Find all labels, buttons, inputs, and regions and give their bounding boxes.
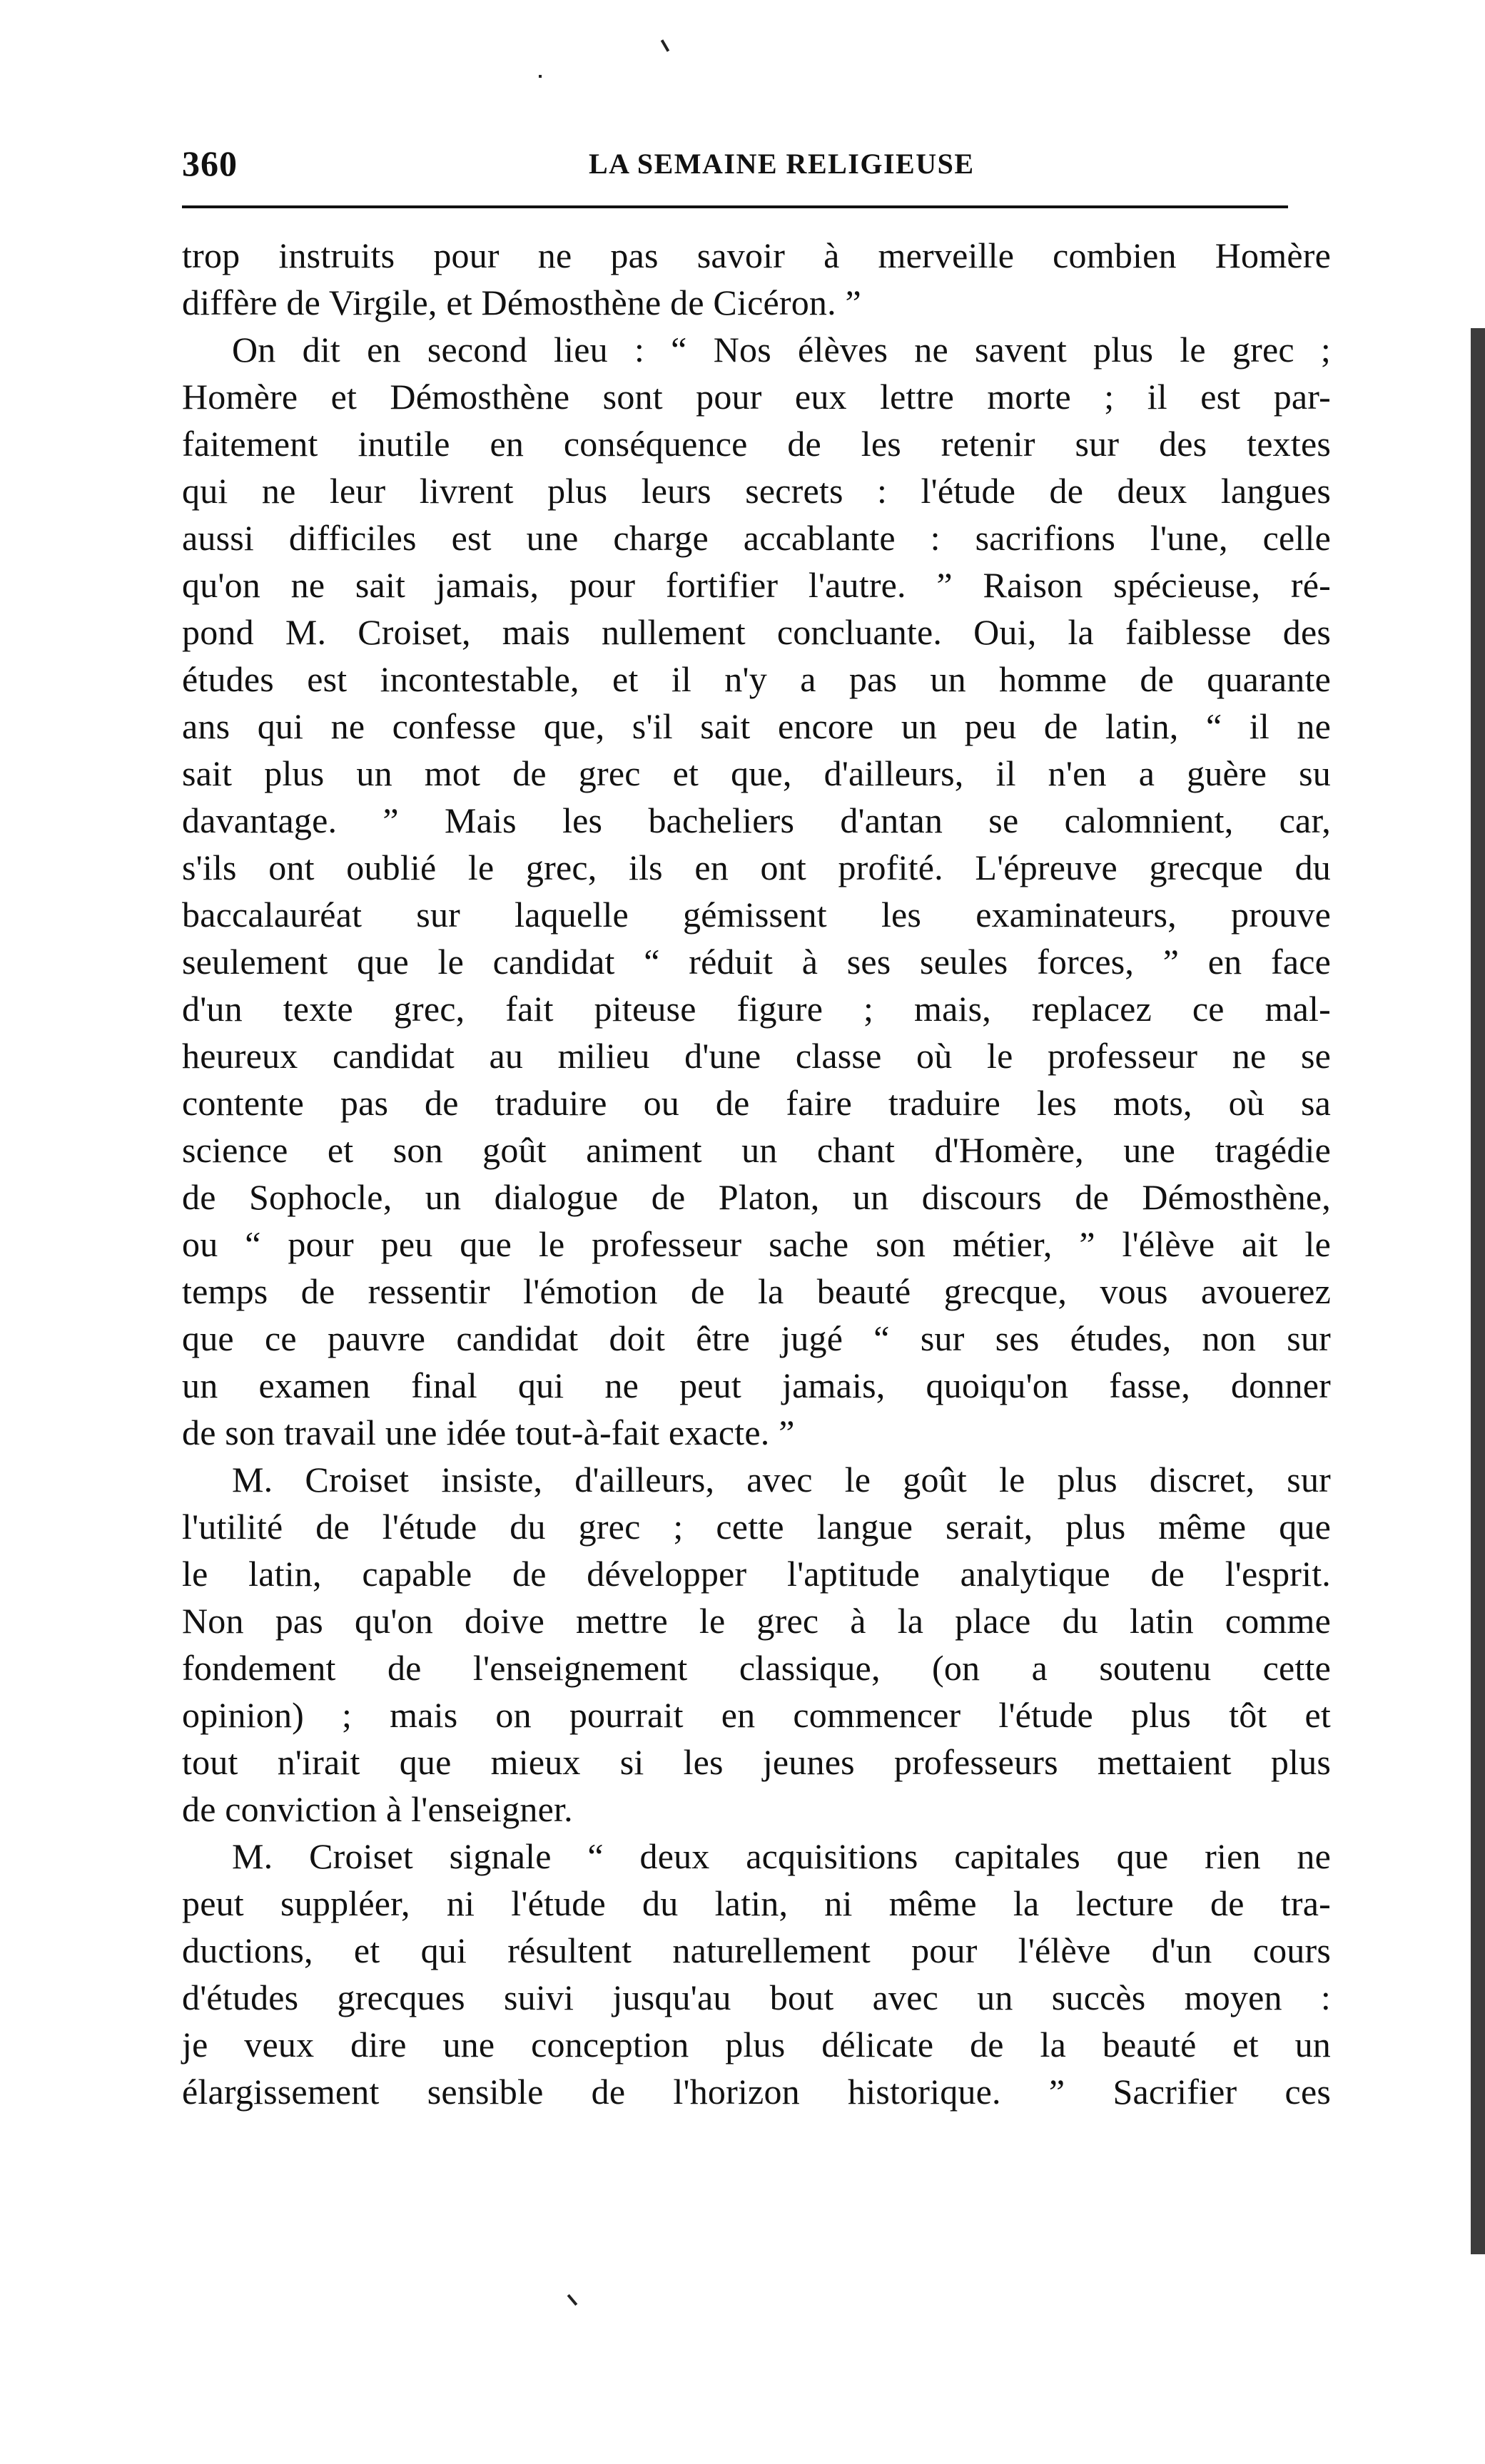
text-line: que ce pauvre candidat doit être jugé “ sur ses études, non sur: [182, 1318, 1331, 1358]
text-line: heureux candidat au milieu d'une classe où le professeur ne se: [182, 1036, 1331, 1076]
text-line: peut suppléer, ni l'étude du latin, ni même la lecture de tra-: [182, 1883, 1331, 1923]
text-line: opinion) ; mais on pourrait en commencer l'étude plus tôt et: [182, 1695, 1331, 1735]
text-line: qu'on ne sait jamais, pour fortifier l'autre. ” Raison spécieuse, ré-: [182, 565, 1331, 605]
text-line: sait plus un mot de grec et que, d'ailleurs, il n'en a guère su: [182, 753, 1331, 793]
text-line: trop instruits pour ne pas savoir à merveille combien Homère: [182, 235, 1331, 275]
body-text: [182, 232, 1331, 2115]
text-line: diffère de Virgile, et Démosthène de Cicéron. ”: [182, 282, 861, 322]
page-header: [182, 143, 1288, 185]
text-line: élargissement sensible de l'horizon historique. ” Sacrifier ces: [182, 2072, 1331, 2112]
text-line: de Sophocle, un dialogue de Platon, un discours de Démosthène,: [182, 1177, 1331, 1217]
text-line: On dit en second lieu : “ Nos élèves ne savent plus le grec ;: [232, 330, 1331, 370]
text-line: ductions, et qui résultent naturellement pour l'élève d'un cours: [182, 1930, 1331, 1970]
scan-speck: [539, 75, 542, 78]
text-line: de conviction à l'enseigner.: [182, 1789, 573, 1829]
scan-speck: [567, 2294, 578, 2306]
text-line: d'un texte grec, fait piteuse figure ; mais, replacez ce mal-: [182, 989, 1331, 1029]
text-line: tout n'irait que mieux si les jeunes professeurs mettaient plus: [182, 1742, 1331, 1782]
text-line: je veux dire une conception plus délicate de la beauté et un: [182, 2025, 1331, 2065]
text-line: s'ils ont oublié le grec, ils en ont profité. L'épreuve grecque du: [182, 847, 1331, 887]
text-line: Non pas qu'on doive mettre le grec à la place du latin comme: [182, 1601, 1331, 1641]
text-line: de son travail une idée tout-à-fait exacte. ”: [182, 1412, 795, 1452]
text-line: ou “ pour peu que le professeur sache son métier, ” l'élève ait le: [182, 1224, 1331, 1264]
scan-speck: [661, 39, 669, 52]
scan-binding-shadow: [1471, 328, 1485, 2254]
text-line: Homère et Démosthène sont pour eux lettre morte ; il est par-: [182, 377, 1331, 417]
text-line: science et son goût animent un chant d'Homère, une tragédie: [182, 1130, 1331, 1170]
running-title: LA SEMAINE RELIGIEUSE: [589, 148, 975, 180]
text-line: seulement que le candidat “ réduit à ses seules forces, ” en face: [182, 942, 1331, 982]
text-line: aussi difficiles est une charge accablante : sacrifions l'une, celle: [182, 518, 1331, 558]
text-line: contente pas de traduire ou de faire traduire les mots, où sa: [182, 1083, 1331, 1123]
text-line: ans qui ne confesse que, s'il sait encore un peu de latin, “ il ne: [182, 706, 1331, 746]
text-line: temps de ressentir l'émotion de la beauté grecque, vous avouerez: [182, 1271, 1331, 1311]
text-line: baccalauréat sur laquelle gémissent les examinateurs, prouve: [182, 895, 1331, 935]
page-number: 360: [182, 143, 238, 183]
header-rule: [182, 205, 1288, 208]
text-line: un examen final qui ne peut jamais, quoiqu'on fasse, donner: [182, 1365, 1331, 1405]
text-line: davantage. ” Mais les bacheliers d'antan se calomnient, car,: [182, 800, 1331, 840]
text-line: qui ne leur livrent plus leurs secrets : l'étude de deux langues: [182, 471, 1331, 511]
text-line: fondement de l'enseignement classique, (on a soutenu cette: [182, 1648, 1331, 1688]
text-line: d'études grecques suivi jusqu'au bout avec un succès moyen :: [182, 1977, 1331, 2017]
text-line: le latin, capable de développer l'aptitude analytique de l'esprit.: [182, 1554, 1331, 1594]
text-line: M. Croiset signale “ deux acquisitions capitales que rien ne: [232, 1836, 1331, 1876]
text-line: faitement inutile en conséquence de les retenir sur des textes: [182, 424, 1331, 464]
text-line: études est incontestable, et il n'y a pas un homme de quarante: [182, 659, 1331, 699]
text-line: pond M. Croiset, mais nullement concluante. Oui, la faiblesse des: [182, 612, 1331, 652]
text-line: M. Croiset insiste, d'ailleurs, avec le goût le plus discret, sur: [232, 1460, 1331, 1500]
text-line: l'utilité de l'étude du grec ; cette langue serait, plus même que: [182, 1507, 1331, 1547]
